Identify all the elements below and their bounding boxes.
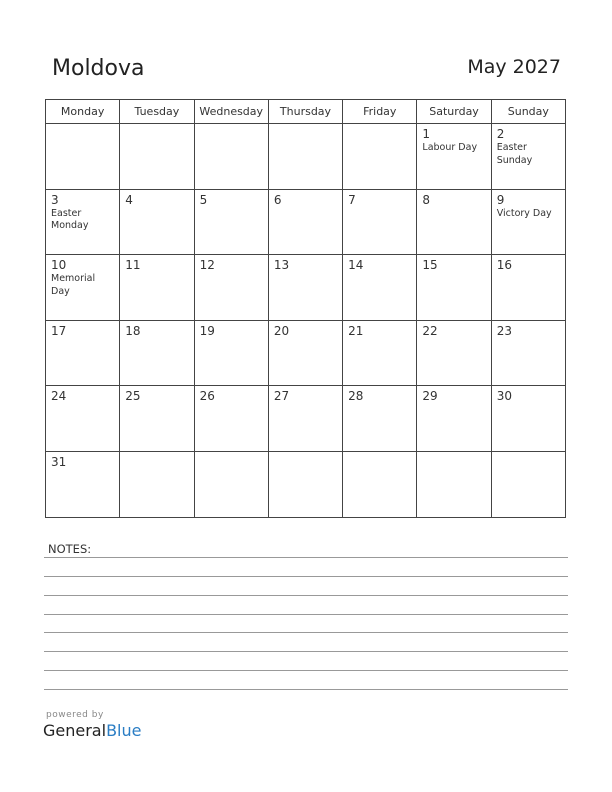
calendar-day-cell	[417, 451, 491, 517]
calendar-day-cell	[268, 320, 342, 386]
weekday-header: Thursday	[268, 100, 342, 124]
holiday-label: Labour Day	[422, 142, 478, 153]
day-number: 8	[422, 192, 431, 207]
day-number: 18	[125, 323, 141, 338]
generalblue-logo[interactable]	[43, 721, 141, 740]
calendar-week-row	[46, 451, 566, 517]
calendar-week-row	[46, 320, 566, 386]
holiday-label: Memorial Day	[51, 273, 96, 297]
day-number: 2	[496, 127, 505, 141]
calendar-day-cell	[46, 255, 120, 321]
calendar-day-cell	[120, 124, 194, 190]
day-number: 15	[422, 258, 438, 273]
day-number: 20	[273, 323, 290, 338]
day-number: 29	[422, 389, 438, 404]
notes-label: NOTES:	[48, 542, 92, 556]
notes-line	[44, 632, 568, 633]
day-number: 21	[348, 323, 364, 338]
calendar-day-cell	[417, 189, 491, 255]
day-number: 19	[199, 323, 215, 338]
calendar-day-cell	[194, 189, 268, 255]
calendar-week-row	[46, 189, 566, 255]
calendar-day-cell	[491, 124, 565, 190]
calendar-day-cell	[46, 189, 120, 255]
notes-line	[44, 689, 568, 690]
calendar-grid	[45, 99, 566, 518]
day-number: 14	[348, 258, 364, 273]
holiday-label: Victory Day	[496, 207, 552, 219]
weekday-header: Tuesday	[120, 100, 194, 124]
notes-line	[44, 576, 568, 577]
calendar-day-cell	[417, 320, 491, 386]
calendar-day-cell	[268, 451, 342, 517]
calendar-day-cell	[120, 189, 194, 255]
calendar-day-cell	[491, 255, 565, 321]
calendar-day-cell	[194, 124, 268, 190]
day-number: 3	[51, 192, 59, 207]
calendar-day-cell	[417, 255, 491, 321]
weekday-header: Monday	[46, 100, 120, 124]
calendar-day-cell	[46, 124, 120, 190]
calendar-day-cell	[491, 320, 565, 386]
day-number: 12	[199, 258, 215, 273]
weekday-header-row	[46, 100, 566, 124]
calendar-day-cell	[120, 255, 194, 321]
day-number: 31	[51, 454, 67, 469]
calendar-day-cell	[343, 124, 417, 190]
day-number: 6	[273, 192, 282, 207]
month-year-title: May 2027	[467, 56, 561, 78]
powered-by-text: powered by	[46, 710, 104, 720]
calendar-day-cell	[268, 386, 342, 452]
day-number: 25	[125, 389, 141, 404]
calendar-day-cell	[120, 451, 194, 517]
calendar-week-row	[46, 255, 566, 321]
day-number: 17	[51, 323, 67, 338]
day-number: 10	[51, 258, 67, 273]
notes-line	[44, 595, 568, 596]
day-number: 13	[273, 258, 290, 273]
weekday-header: Sunday	[491, 100, 565, 124]
calendar-day-cell	[343, 386, 417, 452]
day-number: 30	[496, 389, 512, 404]
calendar-day-cell	[268, 255, 342, 321]
calendar-day-cell	[46, 451, 120, 517]
day-number: 26	[199, 389, 215, 404]
calendar-day-cell	[343, 255, 417, 321]
calendar-day-cell	[491, 451, 565, 517]
notes-line	[44, 651, 568, 652]
calendar-day-cell	[194, 451, 268, 517]
calendar-day-cell	[46, 386, 120, 452]
weekday-header: Saturday	[417, 100, 491, 124]
day-number: 23	[496, 323, 512, 338]
day-number: 4	[125, 192, 133, 207]
logo-blue: Blue	[106, 721, 142, 740]
calendar-day-cell	[343, 320, 417, 386]
calendar-day-cell	[417, 124, 491, 190]
notes-line	[44, 670, 568, 671]
day-number: 11	[125, 258, 141, 273]
day-number: 24	[51, 389, 67, 404]
day-number: 5	[199, 192, 208, 207]
calendar-day-cell	[343, 451, 417, 517]
calendar-day-cell	[120, 320, 194, 386]
holiday-label: Easter Sunday	[496, 142, 533, 166]
day-number: 9	[496, 192, 505, 207]
calendar-day-cell	[194, 255, 268, 321]
day-number: 7	[348, 192, 356, 207]
calendar-week-row	[46, 124, 566, 190]
weekday-header: Friday	[343, 100, 417, 124]
day-number: 22	[422, 323, 438, 338]
day-number: 28	[348, 389, 364, 404]
calendar-day-cell	[491, 189, 565, 255]
day-number: 16	[496, 258, 512, 273]
logo-general: General	[43, 721, 107, 740]
calendar-day-cell	[491, 386, 565, 452]
day-number: 27	[273, 389, 290, 404]
weekday-header: Wednesday	[194, 100, 268, 124]
calendar-day-cell	[120, 386, 194, 452]
notes-line	[44, 557, 568, 558]
calendar-week-row	[46, 386, 566, 452]
calendar-day-cell	[417, 386, 491, 452]
holiday-label: Easter Monday	[51, 207, 89, 232]
calendar-day-cell	[194, 320, 268, 386]
calendar-day-cell	[343, 189, 417, 255]
calendar-day-cell	[268, 124, 342, 190]
notes-line	[44, 614, 568, 615]
calendar-day-cell	[268, 189, 342, 255]
country-title: Moldova	[52, 56, 145, 81]
day-number: 1	[422, 127, 431, 141]
calendar-day-cell	[194, 386, 268, 452]
calendar-day-cell	[46, 320, 120, 386]
